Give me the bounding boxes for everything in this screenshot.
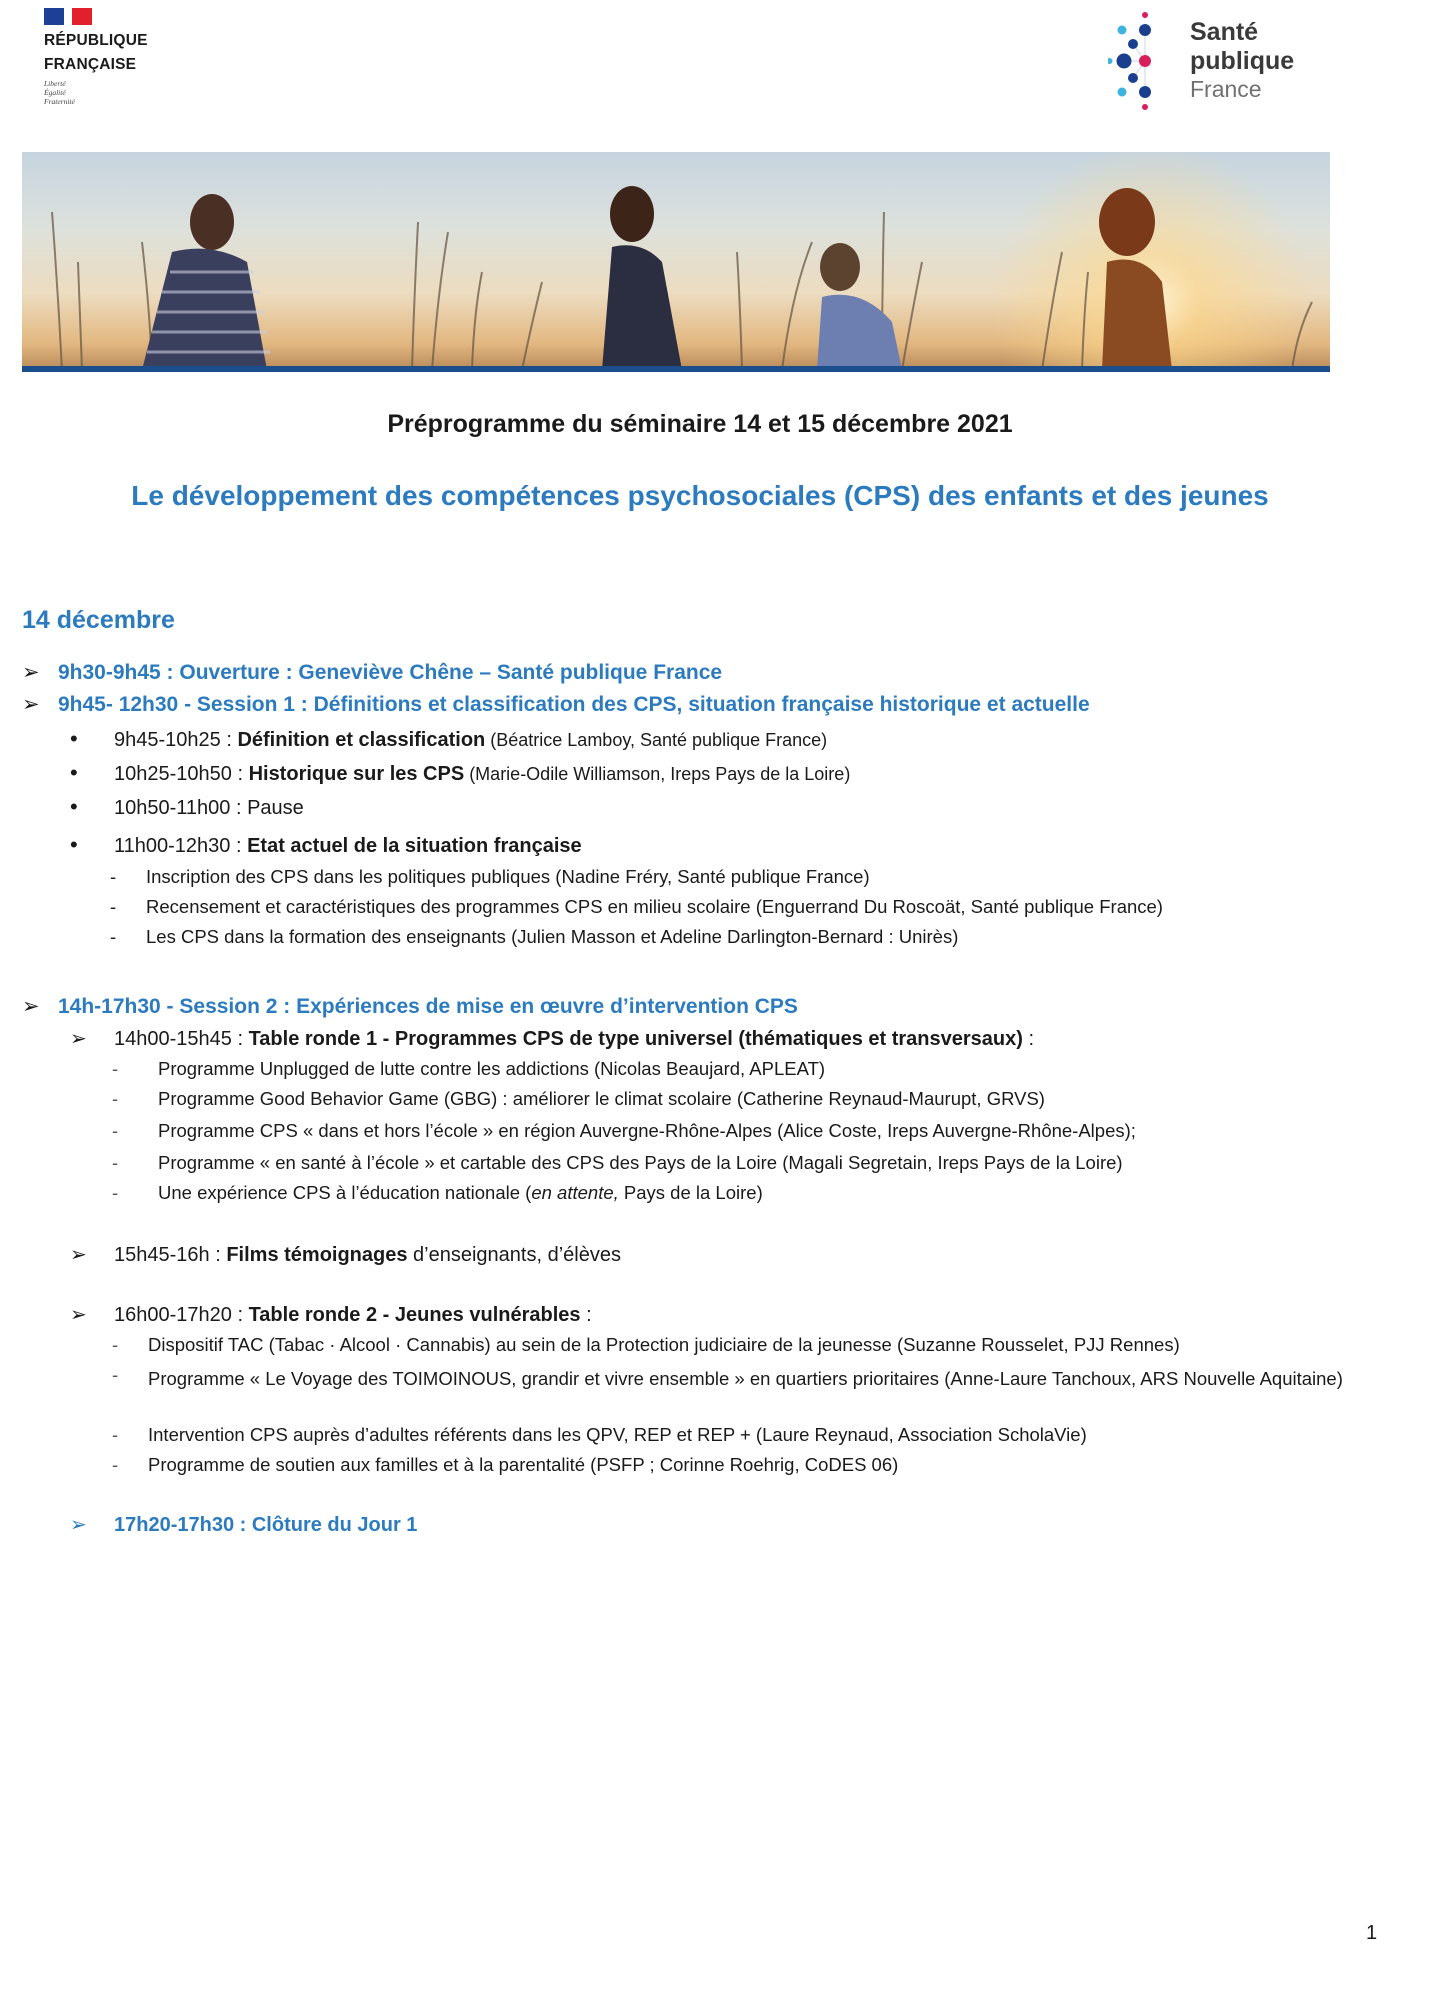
session1-subitem — [110, 926, 958, 948]
session1-item — [70, 760, 850, 786]
dash-bullet-icon: - — [110, 896, 117, 917]
item-title: Table ronde 1 - Programmes CPS de type universel (thématiques et transversaux) — [248, 1028, 1023, 1050]
item-text: Programme de soutien aux familles et à la parentalité (PSFP ; Corinne Roehrig, CoDES 06) — [148, 1454, 899, 1475]
bullet-icon: • — [70, 832, 78, 857]
item-text: Intervention CPS auprès d’adultes référents dans les QPV, REP et REP + (Laure Reynaud, Association ScholaVie) — [148, 1424, 1087, 1445]
dash-bullet-icon: - — [110, 866, 117, 887]
item-title: Etat actuel de la situation française — [247, 835, 582, 857]
spf-line1: Santé — [1190, 18, 1259, 46]
rf-motto-fraternite: Fraternité — [44, 97, 75, 106]
item-text: Programme « en santé à l’école » et cartable des CPS des Pays de la Loire (Magali Segretain, Ireps Pays de la Loire) — [158, 1152, 1123, 1173]
opening-text: 9h30-9h45 : Ouverture : Geneviève Chêne – Santé publique France — [58, 661, 723, 684]
banner-photo — [22, 152, 1330, 370]
item-text: Pays de la Loire) — [618, 1182, 763, 1203]
item-time: 11h00-12h30 : — [114, 835, 248, 857]
sante-publique-france-logo — [1108, 6, 1308, 116]
dash-bullet-icon: - — [112, 1120, 119, 1141]
session1-header — [22, 692, 1090, 717]
table-ronde-2-item — [112, 1334, 1180, 1356]
table-ronde-2-item — [112, 1454, 898, 1476]
item-text: Dispositif TAC (Tabac · Alcool · Cannabis) au sein de la Protection judiciaire de la jeunesse (Suzanne Rousselet, PJJ Rennes) — [148, 1334, 1180, 1355]
bullet-icon: • — [70, 726, 78, 751]
item-time: 14h00-15h45 : — [114, 1028, 249, 1050]
arrow-bullet-icon: ➢ — [70, 1514, 87, 1536]
item-title: Historique sur les CPS — [248, 763, 465, 785]
item-suffix: : — [1022, 1028, 1035, 1050]
session1-item — [70, 832, 582, 858]
item-time: 15h45-16h : — [114, 1244, 227, 1266]
item-detail: (Marie-Odile Williamson, Ireps Pays de la Loire) — [464, 764, 851, 784]
arrow-bullet-icon: ➢ — [70, 1028, 87, 1050]
pre-title: Préprogramme du séminaire 14 et 15 décembre 2021 — [387, 410, 1013, 438]
item-detail: d’enseignants, d’élèves — [407, 1244, 621, 1266]
table-ronde-2-header — [70, 1302, 592, 1327]
session1-subitem — [110, 866, 870, 888]
page-number: 1 — [1366, 1922, 1378, 1944]
table-ronde-1-item — [112, 1182, 763, 1204]
spf-wordmark — [1190, 18, 1294, 103]
spf-line3: France — [1190, 76, 1262, 102]
rf-motto — [44, 79, 164, 106]
subitem-text: Inscription des CPS dans les politiques publiques (Nadine Fréry, Santé publique France) — [146, 866, 870, 887]
spf-line2: publique — [1190, 47, 1295, 75]
rf-motto-liberte: Liberté — [44, 79, 66, 88]
table-ronde-1-item — [112, 1058, 825, 1080]
day-heading: 14 décembre — [22, 606, 175, 634]
item-text: Programme « Le Voyage des TOIMOINOUS, grandir et vivre ensemble » en quartiers prioritaires (Anne-Laure Tanchoux, ARS Nouvelle Aquitaine) — [148, 1368, 1343, 1389]
table-ronde-2-item — [112, 1364, 1370, 1394]
dash-bullet-icon: - — [110, 926, 117, 947]
session1-subitem — [110, 896, 1163, 918]
rf-name-line1: RÉPUBLIQUE — [44, 32, 148, 49]
dash-bullet-icon: - — [112, 1424, 119, 1445]
item-title: Table ronde 2 - Jeunes vulnérables — [248, 1304, 581, 1326]
republique-francaise-logo — [44, 8, 164, 106]
french-flag-icon — [44, 8, 92, 25]
table-ronde-1-item — [112, 1152, 1123, 1174]
arrow-bullet-icon: ➢ — [22, 693, 40, 716]
films-item — [70, 1242, 621, 1267]
closing-text: 17h20-17h30 : Clôture du Jour 1 — [114, 1514, 418, 1536]
item-title: Films témoignages — [226, 1244, 408, 1266]
item-title: Définition et classification — [237, 729, 486, 751]
item-text: Programme Unplugged de lutte contre les addictions (Nicolas Beaujard, APLEAT) — [158, 1058, 826, 1079]
item-time: 9h45-10h25 : — [114, 729, 238, 751]
session2-title: 14h-17h30 - Session 2 : Expériences de mise en œuvre d’intervention CPS — [58, 995, 798, 1018]
item-text: Une expérience CPS à l’éducation nationale ( — [158, 1182, 532, 1203]
dash-bullet-icon: - — [112, 1058, 119, 1079]
children-running-photo-icon — [22, 152, 1330, 370]
dash-bullet-icon: - — [112, 1364, 119, 1385]
item-detail: (Béatrice Lamboy, Santé publique France) — [485, 730, 828, 750]
table-ronde-1-header — [70, 1026, 1034, 1051]
item-time: 10h50-11h00 : Pause — [114, 797, 304, 819]
dash-bullet-icon: - — [112, 1182, 119, 1203]
item-suffix: : — [580, 1304, 592, 1326]
table-ronde-1-item — [112, 1120, 1136, 1142]
arrow-bullet-icon: ➢ — [22, 995, 40, 1018]
dash-bullet-icon: - — [112, 1454, 119, 1475]
item-italic: en attente, — [531, 1182, 619, 1203]
rf-name-line2: FRANÇAISE — [44, 56, 137, 73]
table-ronde-2-item — [112, 1424, 1087, 1446]
agenda-opening — [22, 660, 722, 685]
main-title: Le développement des compétences psychosociales (CPS) des enfants et des jeunes — [131, 480, 1269, 511]
closing-item — [70, 1512, 417, 1537]
subitem-text: Les CPS dans la formation des enseignants (Julien Masson et Adeline Darlington-Bernard : Unirès) — [146, 926, 959, 947]
banner-underline — [22, 366, 1330, 372]
molecule-dots-icon — [1108, 6, 1178, 116]
dash-bullet-icon: - — [112, 1152, 119, 1173]
bullet-icon: • — [70, 794, 78, 819]
arrow-bullet-icon: ➢ — [22, 661, 40, 684]
dash-bullet-icon: - — [112, 1088, 119, 1109]
session1-item — [70, 794, 304, 820]
table-ronde-1-item — [112, 1088, 1045, 1110]
rf-motto-egalite: Égalité — [44, 88, 66, 97]
item-text: Programme CPS « dans et hors l’école » en région Auvergne-Rhône-Alpes (Alice Coste, Ireps Auvergne-Rhône-Alpes); — [158, 1120, 1136, 1141]
item-time: 10h25-10h50 : — [114, 763, 249, 785]
arrow-bullet-icon: ➢ — [70, 1304, 87, 1326]
session2-header — [22, 994, 798, 1019]
session1-item — [70, 726, 827, 752]
dash-bullet-icon: - — [112, 1334, 119, 1355]
arrow-bullet-icon: ➢ — [70, 1244, 87, 1266]
subitem-text: Recensement et caractéristiques des programmes CPS en milieu scolaire (Enguerrand Du Roscoät, Santé publique France) — [146, 896, 1163, 917]
item-text: Programme Good Behavior Game (GBG) : améliorer le climat scolaire (Catherine Reynaud-Maurupt, GRVS) — [158, 1088, 1045, 1109]
session1-title: 9h45- 12h30 - Session 1 : Définitions et classification des CPS, situation française historique et actuelle — [58, 693, 1090, 716]
item-time: 16h00-17h20 : — [114, 1304, 249, 1326]
bullet-icon: • — [70, 760, 78, 785]
